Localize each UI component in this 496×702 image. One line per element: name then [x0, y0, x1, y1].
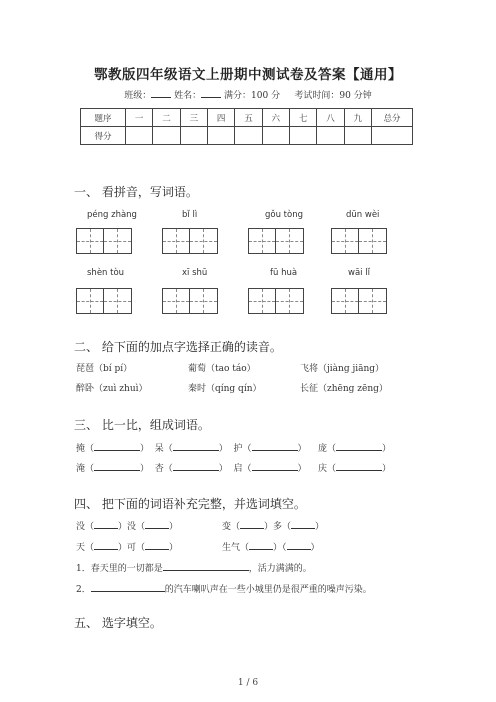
score-header-cell: 总分 — [372, 109, 413, 127]
answer-blank[interactable] — [163, 561, 249, 571]
time-label: 考试时间：90 分钟 — [294, 91, 372, 101]
score-header-cell: 五 — [235, 109, 262, 127]
answer-blank[interactable] — [94, 461, 140, 471]
score-header-cell: 九 — [344, 109, 371, 127]
section-2-title: 二、 给下面的加点字选择正确的读音。 — [74, 340, 282, 354]
score-cell[interactable] — [180, 127, 207, 145]
writing-grid[interactable] — [76, 288, 132, 314]
reading-item: 葡萄（tao táo） — [188, 364, 256, 374]
score-cell[interactable] — [153, 127, 180, 145]
reading-item: 飞将（jiàng jiāng） — [300, 364, 385, 374]
compare-close: ） — [140, 464, 150, 474]
score-cell[interactable] — [235, 127, 262, 145]
writing-grid[interactable] — [162, 228, 218, 254]
score-header-cell: 六 — [262, 109, 289, 127]
reading-item: 醉卧（zuì zhuì） — [76, 384, 148, 394]
answer-blank[interactable] — [287, 540, 311, 550]
answer-blank[interactable] — [240, 519, 264, 529]
compare-close: ） — [382, 444, 392, 454]
answer-blank[interactable] — [145, 519, 169, 529]
answer-blank[interactable] — [91, 582, 165, 592]
phrase-part: ）没（ — [118, 522, 146, 532]
phrase-item — [76, 540, 178, 553]
score-header-cell: 一 — [126, 109, 153, 127]
score-header-cell: 题序 — [81, 109, 126, 127]
compare-row-1 — [76, 441, 391, 454]
reading-item: 长征（zhēng zēng） — [300, 384, 388, 394]
answer-blank[interactable] — [94, 519, 118, 529]
section-4-title: 四、 把下面的词语补充完整，并选词填空。 — [74, 497, 306, 511]
reading-item: 秦时（qíng qín） — [188, 384, 262, 394]
score-cell[interactable] — [372, 127, 413, 145]
pinyin-6: xī shū — [182, 268, 208, 278]
answer-blank[interactable] — [291, 519, 315, 529]
phrase-part: 生气（ — [222, 543, 250, 553]
compare-char: 掩（ — [76, 444, 95, 454]
pinyin-2: bǐ lì — [182, 210, 198, 220]
section-5-title: 五、 选字填空。 — [74, 616, 162, 630]
compare-close: ） — [297, 464, 307, 474]
answer-blank[interactable] — [94, 540, 118, 550]
question-text: ，活力满满的。 — [248, 564, 312, 574]
answer-blank[interactable] — [252, 441, 298, 451]
compare-close: ） — [297, 444, 307, 454]
compare-close: ） — [218, 444, 228, 454]
answer-blank[interactable] — [249, 540, 273, 550]
name-blank — [201, 88, 221, 98]
score-cell[interactable] — [289, 127, 316, 145]
compare-char: 启（ — [233, 464, 252, 474]
pinyin-3: gǒu tòng — [265, 210, 304, 220]
compare-char: 庞（ — [318, 444, 337, 454]
phrase-part: ） — [169, 522, 179, 532]
page-title: 鄂教版四年级语文上册期中测试卷及答案【通用】 — [94, 67, 402, 83]
score-table-score-row — [81, 127, 413, 145]
answer-blank[interactable] — [173, 441, 219, 451]
score-header-cell: 七 — [289, 109, 316, 127]
score-row-label: 得分 — [81, 127, 126, 145]
reading-item: 琵琶（bí pí） — [76, 364, 133, 374]
score-cell[interactable] — [317, 127, 344, 145]
page-number: 1 / 6 — [237, 678, 259, 688]
score-cell[interactable] — [126, 127, 153, 145]
question-text: 1．春天里的一切都是 — [76, 564, 163, 574]
fill-question-1 — [76, 561, 312, 574]
score-cell[interactable] — [344, 127, 371, 145]
phrase-part: 没（ — [76, 522, 95, 532]
phrase-part: ） — [169, 543, 179, 553]
score-header-cell: 八 — [317, 109, 344, 127]
phrase-part: ）可（ — [118, 543, 146, 553]
section-3-title: 三、 比一比，组成词语。 — [74, 418, 210, 432]
score-cell[interactable] — [262, 127, 289, 145]
answer-blank[interactable] — [145, 540, 169, 550]
pinyin-8: wāi lǐ — [348, 268, 370, 278]
exam-info-line — [0, 88, 496, 101]
compare-char: 呆（ — [154, 444, 173, 454]
score-table — [80, 108, 413, 145]
class-blank — [151, 88, 171, 98]
score-header-cell: 二 — [153, 109, 180, 127]
compare-close: ） — [140, 444, 150, 454]
phrase-part: 变（ — [222, 522, 241, 532]
phrase-item — [222, 540, 320, 553]
name-label: 姓名： — [174, 91, 202, 101]
compare-char: 庆（ — [318, 464, 337, 474]
answer-blank[interactable] — [252, 461, 298, 471]
phrase-part: 天（ — [76, 543, 95, 553]
writing-grid[interactable] — [331, 228, 387, 254]
pinyin-1: péng zhàng — [87, 210, 137, 220]
writing-grid[interactable] — [331, 288, 387, 314]
section-1-title: 一、 看拼音，写词语。 — [74, 185, 198, 199]
writing-grid[interactable] — [162, 288, 218, 314]
answer-blank[interactable] — [336, 441, 382, 451]
pinyin-7: fū huà — [270, 268, 298, 278]
compare-char: 杏（ — [154, 464, 173, 474]
phrase-item — [76, 519, 178, 532]
class-label: 班级： — [124, 91, 152, 101]
pinyin-4: dūn wèi — [346, 210, 380, 220]
fill-question-2 — [76, 582, 372, 595]
phrase-item — [222, 519, 324, 532]
score-table-header-row — [81, 109, 413, 127]
phrase-part: ）（ — [273, 543, 287, 553]
compare-close: ） — [382, 464, 392, 474]
phrase-part: ）多（ — [264, 522, 292, 532]
phrase-part: ） — [315, 522, 325, 532]
compare-row-2 — [76, 461, 391, 474]
question-number: 2． — [76, 585, 91, 595]
score-header-cell: 四 — [207, 109, 234, 127]
compare-char: 护（ — [233, 444, 252, 454]
phrase-part: ） — [310, 543, 320, 553]
answer-blank[interactable] — [94, 441, 140, 451]
writing-grid[interactable] — [248, 288, 304, 314]
pinyin-5: shèn tòu — [87, 268, 125, 278]
score-cell[interactable] — [207, 127, 234, 145]
score-header-cell: 三 — [180, 109, 207, 127]
score-label: 满分：100 分 — [224, 91, 281, 101]
compare-char: 淹（ — [76, 464, 95, 474]
compare-close: ） — [218, 464, 228, 474]
writing-grid[interactable] — [76, 228, 132, 254]
answer-blank[interactable] — [336, 461, 382, 471]
answer-blank[interactable] — [173, 461, 219, 471]
writing-grid[interactable] — [248, 228, 304, 254]
question-text: 的汽车喇叭声在一些小城里仍是很严重的噪声污染。 — [164, 585, 372, 595]
